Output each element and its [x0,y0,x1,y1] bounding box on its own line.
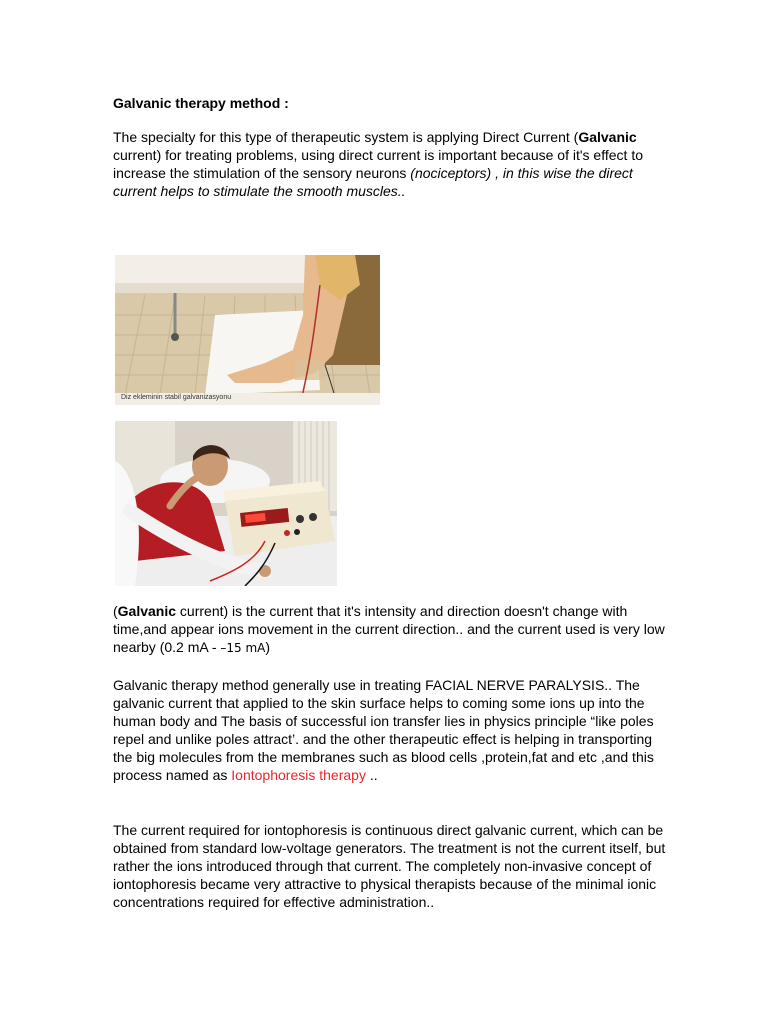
photo-caption: Diz ekleminin stabil galvanizasyonu [121,394,232,401]
intro-paragraph [113,128,673,200]
iontophoresis-paragraph: The current required for iontophoresis is continuous direct galvanic current, which can be obtained from standard low-voltage generators. The treatment is not the current itself, but rather the ions introduced through that current. The completely non-invasive concept of iontophoresis became very attractive to physical therapists because of the minimal ionic concentrations required for effective administration.. [113,822,666,910]
galvanic-definition-paragraph [113,602,673,657]
facial-text-a: Galvanic therapy method generally use in treating FACIAL NERVE PARALYSIS.. The galvanic current that applied to the skin surface helps to coming some ions up into the human body and The basis of successful ion transfer lies in physics principle “like poles repel and unlike poles attract’. and the other therapeutic effect is helping in transporting the big molecules from the membranes such as blood cells ,protein,fat and etc ,and this process named as [113,677,654,783]
facial-text-c: .. [365,767,378,783]
section-heading: Galvanic therapy method : [113,95,289,111]
def-text-a: ( [113,603,118,619]
def-text-c: current) is the current that it's intensity and direction doesn't change with time,and appear ions movement in the current direction.. and the current used is very low nearby (0.2 mA - [113,603,665,655]
intro-italic-text: (nociceptors) , in this wise the direct current helps to stimulate the smooth muscles.. [113,165,633,199]
iontophoresis-highlight: Iontophoresis therapy [231,767,366,783]
def-text-e: ) [265,639,271,655]
def-current-range: –15 mA [220,641,266,655]
ankle-galvanization-photo [115,255,380,405]
intro-galvanic-bold: Galvanic [578,129,637,145]
ankle-galvanization-illustration [115,255,380,405]
def-galvanic-bold: Galvanic [117,603,177,619]
patient-treatment-photo [115,421,337,586]
facial-paralysis-paragraph [113,676,673,784]
intro-text-c: current) for treating problems, using direct current is important because of it's effect to increase the stimulation of the sensory neurons [113,147,643,181]
intro-text-a: The specialty for this type of therapeutic system is applying Direct Current ( [113,129,579,145]
patient-treatment-illustration [115,421,337,586]
